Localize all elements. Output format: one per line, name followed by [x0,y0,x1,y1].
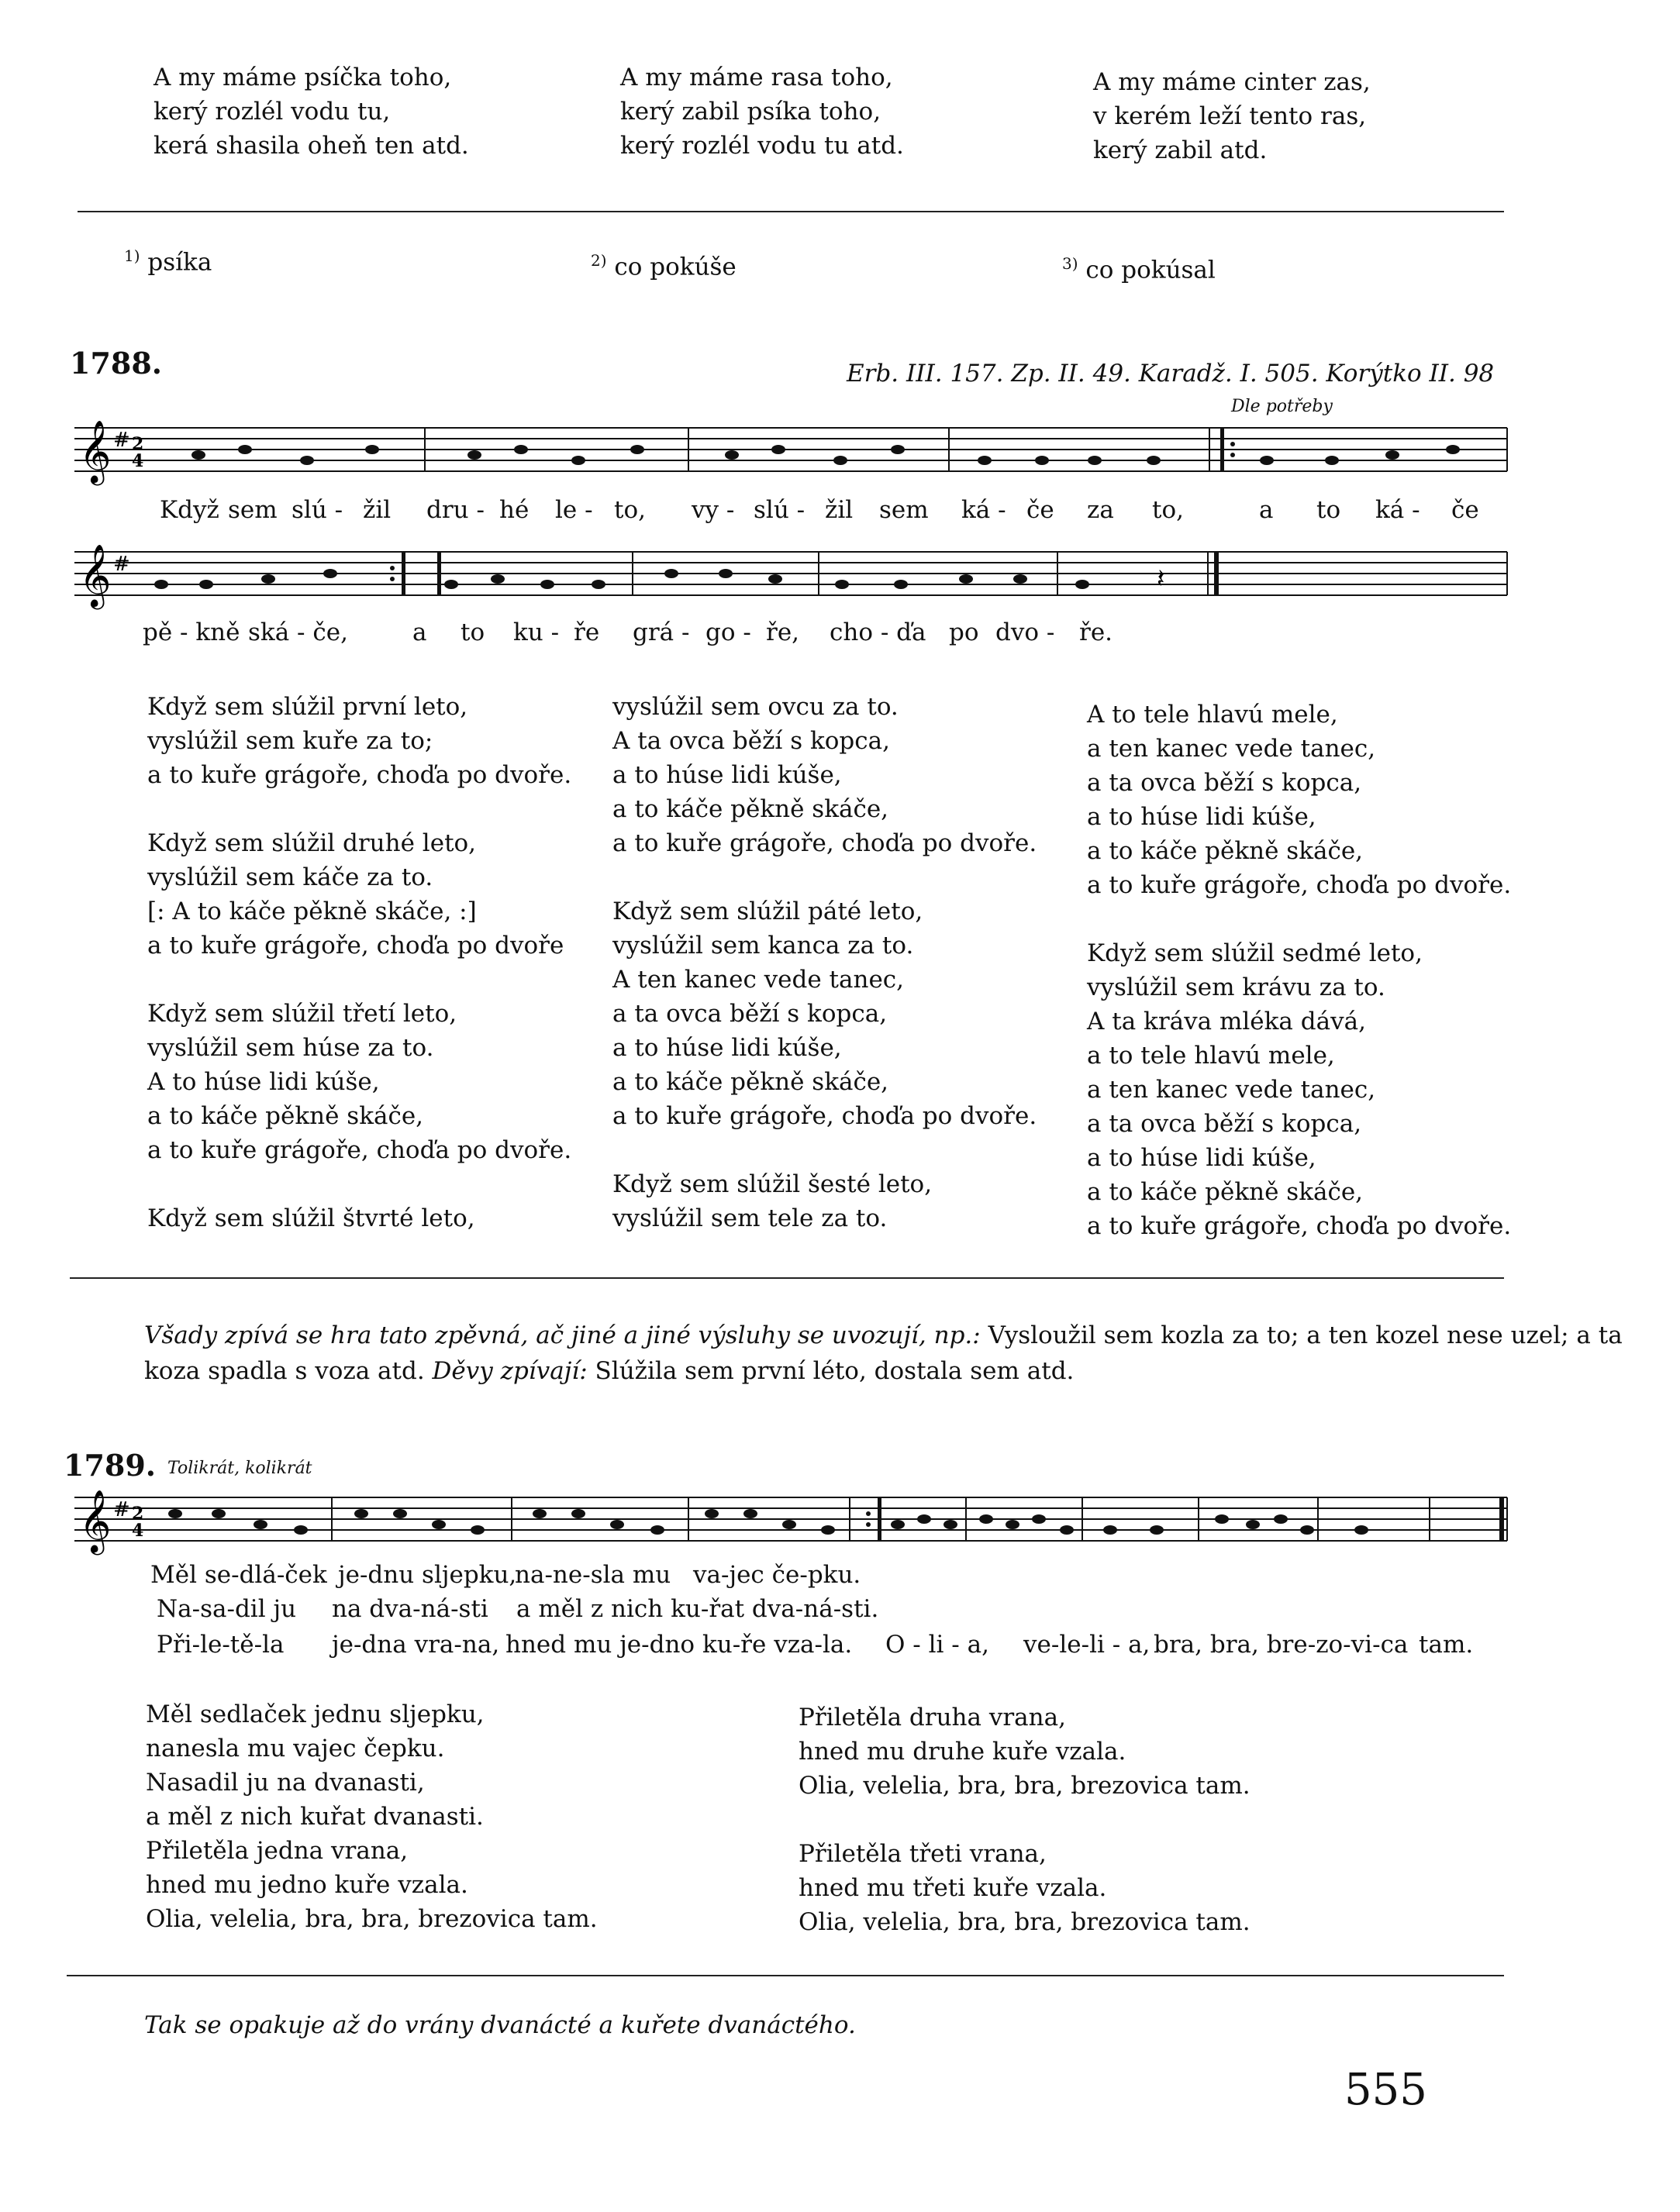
verse-line: a to káče pěkně skáče, [612,1068,889,1096]
lyric-syllable: ře [574,618,600,646]
music-staff-1788-1 [74,419,1509,496]
verse-line: hned mu třeti kuře vzala. [799,1874,1107,1902]
verse-line: a ten kanec vede tanec, [1087,1076,1376,1104]
lyric-syllable: če [1026,496,1054,524]
verse-line: vyslúžil sem kuře za to; [147,727,433,755]
note-italic: Tak se opakuje až do vrány dvanácté a kuřete dvanáctého. [144,2011,856,2039]
lyric-syllable: Když [160,496,219,524]
tempo-marking-1788: Dle potřeby [1231,397,1333,416]
lyric-syllable: ku - [513,618,560,646]
lyric-phrase: je-dna vra-na, [332,1631,500,1659]
verse-line: vyslúžil sem kanca za to. [612,932,914,960]
lyric-phrase: ve-le-li - a, [1023,1631,1150,1659]
verse-line: Olia, velelia, bra, bra, brezovica tam. [799,1908,1251,1936]
svg-text:𝄞: 𝄞 [79,543,112,607]
song-note-1788 [144,1318,1648,1389]
verse-line: Když sem slúžil druhé leto, [147,829,477,857]
footnote-mark: 3) [1062,254,1078,273]
verse-line: A to tele hlavú mele, [1087,701,1338,729]
verse-line: a to tele hlavú mele, [1087,1042,1335,1070]
verse-line: vyslúžil sem húse za to. [147,1034,434,1062]
verse-line: Přiletěla druha vrana, [799,1704,1066,1731]
lyric-syllable: pě - kně [143,618,240,646]
verse-line: Nasadil ju na dvanasti, [146,1769,425,1797]
lyric-phrase: bra, bra, bre-zo-vi-ca [1154,1631,1409,1659]
verse-line: Když sem slúžil sedmé leto, [1087,939,1423,967]
verse-line: hned mu jedno kuře vzala. [146,1871,468,1899]
stanza-gap [612,1133,1037,1167]
verse-line: Měl sedlaček jednu sljepku, [146,1700,485,1728]
svg-text:4: 4 [132,1521,144,1541]
music-staff-1788-2 [74,543,1509,620]
verse-line: hned mu druhe kuře vzala. [799,1738,1126,1766]
note-italic: Všady zpívá se hra tato zpěvná, ač jiné a jiné výsluhy se uvozují, np.: [144,1321,981,1349]
verse-line: a měl z nich kuřat dvanasti. [146,1803,484,1831]
lyric-syllable: žil [825,496,854,524]
svg-text:𝄞: 𝄞 [79,419,112,483]
verse-line: A ten kanec vede tanec, [612,966,905,994]
verse-line: a to húse lidi kúše, [1087,803,1316,831]
song-number-1788: 1788. [70,346,162,381]
verse-line: vyslúžil sem káče za to. [147,863,433,891]
svg-text:4: 4 [132,451,144,471]
verse-line: a to kuře grágoře, choďa po dvoře. [147,761,572,789]
verse-line: v kerém leží tento ras, [1093,102,1367,130]
verse-line: A ta ovca běží s kopca, [612,727,890,755]
verse-line: nanesla mu vajec čepku. [146,1735,445,1762]
svg-text:𝄽: 𝄽 [1157,563,1165,594]
verse-line: Když sem slúžil šesté leto, [612,1170,933,1198]
lyric-syllable: ká - [961,496,1006,524]
verse-line: a to kuře grágoře, choďa po dvoře. [1087,871,1512,899]
footnote-text: psíka [147,248,212,277]
footnote-text: co pokúsal [1085,256,1216,284]
svg-text:2: 2 [132,434,144,454]
footnote-2 [591,251,737,281]
verse-line: a to kuře grágoře, choďa po dvoře. [612,1102,1037,1130]
lyric-syllable: to, [614,496,646,524]
svg-text:#: # [113,1498,130,1521]
divider [78,211,1504,212]
verse-line: a to káče pěkně skáče, [1087,837,1364,865]
footnote-mark: 1) [124,246,140,265]
lyric-syllable: po [949,618,979,646]
stanza-gap [147,792,571,826]
stanza-gap [612,860,1037,894]
lyric-syllable: ře. [1079,618,1113,646]
top-verse-col-1 [154,60,469,163]
lyric-syllable: slú - [291,496,343,524]
verse-line: [: A to káče pěkně skáče, :] [147,898,477,925]
lyric-syllable: a [1259,496,1274,524]
lyric-syllable: žil [363,496,392,524]
page-number: 555 [1344,2065,1427,2115]
verse-line: kerý zabil psíka toho, [620,98,881,126]
verses-1788-col-2 [612,690,1037,1235]
verse-line: a to káče pěkně skáče, [1087,1178,1364,1206]
lyric-phrase: na dva-ná-sti [332,1595,488,1623]
lyric-phrase: O - li - a, [885,1631,989,1659]
lyric-syllable: to, [1152,496,1184,524]
verse-line: a to kuře grágoře, choďa po dvoře. [1087,1212,1512,1240]
verse-line: a ten kanec vede tanec, [1087,735,1376,763]
verse-line: kerý rozlél vodu tu atd. [620,132,904,160]
lyric-phrase: tam. [1419,1631,1474,1659]
top-verse-col-2 [620,60,904,163]
verse-line: Přiletěla jedna vrana, [146,1837,409,1865]
svg-text:𝄞: 𝄞 [79,1489,112,1552]
footnote-3 [1062,254,1216,284]
song-reference-1788: Erb. III. 157. Zp. II. 49. Karadž. I. 505. Korýtko II. 98 [847,360,1495,388]
verse-line: kerý zabil atd. [1093,136,1268,164]
verse-line: a to húse lidi kúše, [612,761,842,789]
verse-line: a to kuře grágoře, choďa po dvoře. [612,829,1037,857]
lyric-syllable: go - [705,618,751,646]
lyric-phrase: Měl se-dlá-ček [150,1561,327,1589]
lyric-syllable: to [461,618,485,646]
lyric-syllable: ře, [766,618,800,646]
lyric-phrase: va-jec če-pku. [693,1561,861,1589]
verse-line: A ta kráva mléka dává, [1087,1008,1366,1035]
lyric-syllable: dvo - [995,618,1055,646]
lyric-syllable: sem [879,496,929,524]
verses-1789-col-2 [799,1700,1251,1939]
verse-line: vyslúžil sem ovcu za to. [612,693,899,721]
verse-line: Když sem slúžil páté leto, [612,898,923,925]
verse-line: a to kuře grágoře, choďa po dvoře. [147,1136,572,1164]
stanza-gap [1087,902,1511,936]
lyric-syllable: dru - [426,496,485,524]
lyric-phrase: a měl z nich ku-řat dva-ná-sti. [516,1595,879,1623]
verses-1789-col-1 [146,1697,598,1936]
lyric-syllable: slú - [754,496,806,524]
verse-line: a to húse lidi kúše, [612,1034,842,1062]
lyric-syllable: sem [228,496,278,524]
verse-line: a ta ovca běží s kopca, [1087,769,1362,797]
divider [67,1975,1504,1976]
song-note-1789 [144,2007,1648,2043]
verses-1788-col-3 [1087,698,1511,1243]
note-text: Slúžila sem první léto, dostala sem atd. [587,1357,1075,1385]
verse-line: a to kuře grágoře, choďa po dvoře [147,932,564,960]
verse-line: A my máme cinter zas, [1093,68,1371,96]
verse-line: a to káče pěkně skáče, [612,795,889,823]
svg-text:#: # [113,553,130,576]
note-text: Vysloužil sem kozla za to; a ten kozel nese uzel; a ta koza spadla s voza atd. [144,1321,1623,1385]
footnote-1 [124,246,212,276]
verse-line: a ta ovca běží s kopca, [1087,1110,1362,1138]
lyric-syllable: če [1451,496,1479,524]
lyric-syllable: hé [499,496,530,524]
divider [70,1277,1504,1279]
verse-line: a to káče pěkně skáče, [147,1102,424,1130]
lyric-phrase: hned mu je-dno ku-ře vza-la. [505,1631,853,1659]
footnote-mark: 2) [591,251,607,270]
verse-line: a to húse lidi kúše, [1087,1144,1316,1172]
lyric-syllable: za [1087,496,1114,524]
verse-line: Když sem slúžil štvrté leto, [147,1204,475,1232]
verse-line: A my máme psíčka toho, [154,64,452,91]
footnote-text: co pokúše [614,253,737,281]
lyric-phrase: na-ne-sla mu [515,1561,671,1589]
lyric-syllable: ká - [1375,496,1420,524]
lyric-phrase: je-dnu sljepku, [338,1561,517,1589]
lyric-syllable: vy - [692,496,735,524]
tempo-marking-1789: Tolikrát, kolikrát [167,1459,312,1478]
svg-text:#: # [113,429,130,452]
verse-line: Když sem slúžil třetí leto, [147,1000,457,1028]
music-staff-1789 [74,1488,1509,1566]
verse-line: Přiletěla třeti vrana, [799,1840,1047,1868]
verse-line: Olia, velelia, bra, bra, brezovica tam. [799,1772,1251,1800]
lyric-syllable: ská - če, [248,618,348,646]
lyric-syllable: to [1316,496,1341,524]
stanza-gap [799,1803,1251,1837]
verse-line: kerý rozlél vodu tu, [154,98,391,126]
lyric-syllable: a [412,618,427,646]
lyric-syllable: le - [555,496,593,524]
verse-line: vyslúžil sem krávu za to. [1087,973,1385,1001]
stanza-gap [147,1167,571,1201]
lyric-phrase: Na-sa-dil ju [157,1595,297,1623]
song-number-1789: 1789. [64,1448,156,1483]
lyric-phrase: Při-le-tě-la [157,1631,285,1659]
lyric-syllable: cho - ďa [830,618,926,646]
top-verse-col-3 [1093,65,1371,167]
verse-line: A to húse lidi kúše, [147,1068,380,1096]
lyric-syllable: grá - [633,618,690,646]
svg-text:2: 2 [132,1504,144,1524]
stanza-gap [147,963,571,997]
verse-line: vyslúžil sem tele za to. [612,1204,888,1232]
verses-1788-col-1 [147,690,571,1235]
note-italic: Děvy zpívají: [432,1357,588,1385]
verse-line: Olia, velelia, bra, bra, brezovica tam. [146,1905,598,1933]
verse-line: a ta ovca běží s kopca, [612,1000,888,1028]
verse-line: Když sem slúžil první leto, [147,693,468,721]
verse-line: kerá shasila oheň ten atd. [154,132,469,160]
verse-line: A my máme rasa toho, [620,64,893,91]
